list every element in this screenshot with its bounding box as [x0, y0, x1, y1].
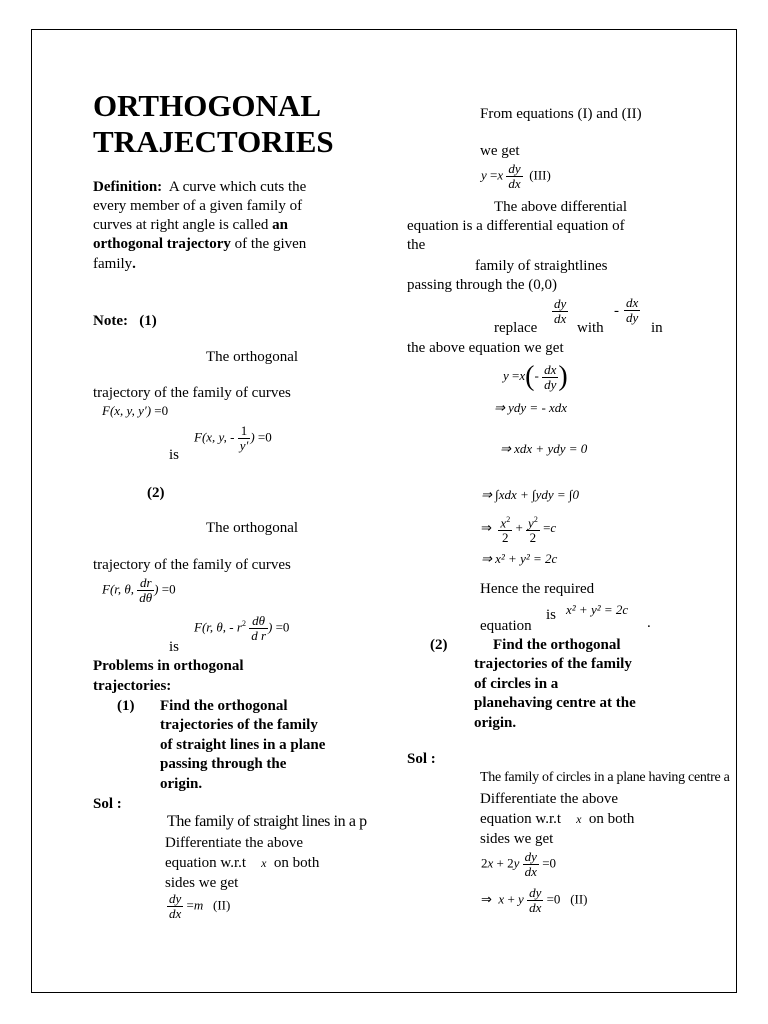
solution-2-line-1: The family of circles in a plane having centre a [480, 770, 730, 785]
problem-2-number: (2) [430, 637, 448, 653]
solution-2-label: Sol : [407, 751, 436, 767]
definition-line-2: every member of a given family of [93, 198, 303, 214]
problem-2-line-2: trajectories of the family [474, 656, 632, 672]
note-1-is: is [169, 447, 180, 463]
final-period: . [647, 615, 651, 631]
with-label: with [577, 320, 604, 336]
problem-1-line-5: origin. [160, 776, 203, 792]
definition-text-1: A curve which cuts the [168, 179, 307, 195]
note-2-number: (2) [147, 485, 165, 501]
minus-sign: - [614, 303, 619, 319]
page-title [93, 88, 334, 160]
solution-2-line-3: equation w.r.t x on both [480, 811, 635, 827]
problems-heading-1: Problems in orthogonal [93, 658, 244, 674]
note-2-text-b: trajectory of the family of curves [93, 557, 291, 573]
problem-1-line-1: Find the orthogonal [160, 698, 288, 714]
implies-5: ⇒ x² + y² = 2c [481, 551, 558, 566]
final-equation: x² + y² = 2c [566, 602, 629, 617]
problem-1-line-3: of straight lines in a plane [160, 737, 326, 753]
problem-2-line-1: Find the orthogonal [493, 637, 621, 653]
note-1-text-a: The orthogonal [206, 349, 299, 365]
replace-label: replace [494, 320, 538, 336]
solution-1-line-3: equation w.r.t x on both [165, 855, 320, 871]
right-text-7: passing through the (0,0) [407, 277, 557, 293]
implies-3: ⇒ ∫xdx + ∫ydy = ∫0 [481, 487, 579, 502]
problems-heading-2: trajectories: [93, 678, 172, 694]
solution-1-label: Sol : [93, 796, 122, 812]
is-label: is [546, 607, 557, 623]
solution-1-line-1: The family of straight lines in a p [167, 813, 367, 830]
right-text-1: From equations (I) and (II) [480, 106, 642, 122]
right-text-2: we get [480, 143, 520, 159]
note-1-equation: F(x, y, y′) =0 [102, 403, 169, 418]
equation-substituted: y =x(- $\frac{dx}{dy}$ ) [503, 361, 568, 392]
note-2-is: is [169, 639, 180, 655]
solution-2-equation-2: ⇒ x + y $\frac{dy}{dx}$ =0 (II) [481, 885, 588, 915]
note-1-text-b: trajectory of the family of curves [93, 385, 291, 401]
equation-iii: y =x $\frac{dy}{dx}$ (III) [481, 161, 551, 191]
note-1-result-equation: F(x, y, - $\frac{1}{y'}$ ) =0 [194, 423, 272, 453]
right-text-5: the [407, 237, 426, 253]
implies-2: ⇒ xdx + ydy = 0 [500, 441, 588, 456]
definition-line-4: orthogonal trajectory of the given [93, 236, 307, 252]
note-2-text-a: The orthogonal [206, 520, 299, 536]
implies-4: ⇒ $\frac{x^2}{2}$ + $\frac{y^2}{2}$ =c [481, 515, 557, 546]
solution-1-line-2: Differentiate the above [165, 835, 303, 851]
page-title-line: TRAJECTORIES [93, 124, 334, 159]
page-border [31, 29, 737, 993]
replace-fraction-dx-dy: $\frac{dx}{dy}$ [626, 295, 639, 325]
problem-1-number: (1) [117, 698, 135, 714]
note-2-equation: F(r, θ, $\frac{dr}{d\theta}$ ) =0 [102, 575, 176, 605]
definition-line-3: curves at right angle is called an [93, 217, 288, 233]
problem-1-line-4: passing through the [160, 756, 287, 772]
definition-line-1 [93, 178, 306, 198]
solution-1-equation: $\frac{dy}{dx}$ =m (II) [169, 891, 231, 921]
problem-2-line-4: planehaving centre at the [474, 695, 636, 711]
solution-2-equation-1: 2x + 2y $\frac{dy}{dx}$ =0 [481, 849, 557, 879]
right-text-4: equation is a differential equation of [407, 218, 625, 234]
note-heading: Note: (1) [93, 313, 157, 329]
solution-1-line-4: sides we get [165, 875, 239, 891]
definition-label: Definition: [93, 179, 163, 195]
solution-2-line-4: sides we get [480, 831, 554, 847]
page-title-line: ORTHOGONAL [93, 88, 321, 123]
problem-2-line-5: origin. [474, 715, 517, 731]
right-text-3: The above differential [494, 199, 627, 215]
in-label: in [651, 320, 663, 336]
right-text-8: the above equation we get [407, 340, 564, 356]
implies-1: ⇒ ydy = - xdx [494, 400, 568, 415]
problem-2-line-3: of circles in a [474, 676, 559, 692]
problem-1-line-2: trajectories of the family [160, 717, 318, 733]
right-text-6: family of straightlines [475, 258, 608, 274]
definition-line-5: family. [93, 256, 136, 272]
hence-line: Hence the required [480, 581, 595, 597]
replace-fraction-dy-dx: $\frac{dy}{dx}$ [554, 296, 567, 326]
note-2-result-equation: F(r, θ, - $r^2$ $\frac{d\theta}{\text{d r}}$ ) =0 [194, 613, 290, 643]
solution-2-line-2: Differentiate the above [480, 791, 618, 807]
equation-label: equation [480, 618, 532, 634]
